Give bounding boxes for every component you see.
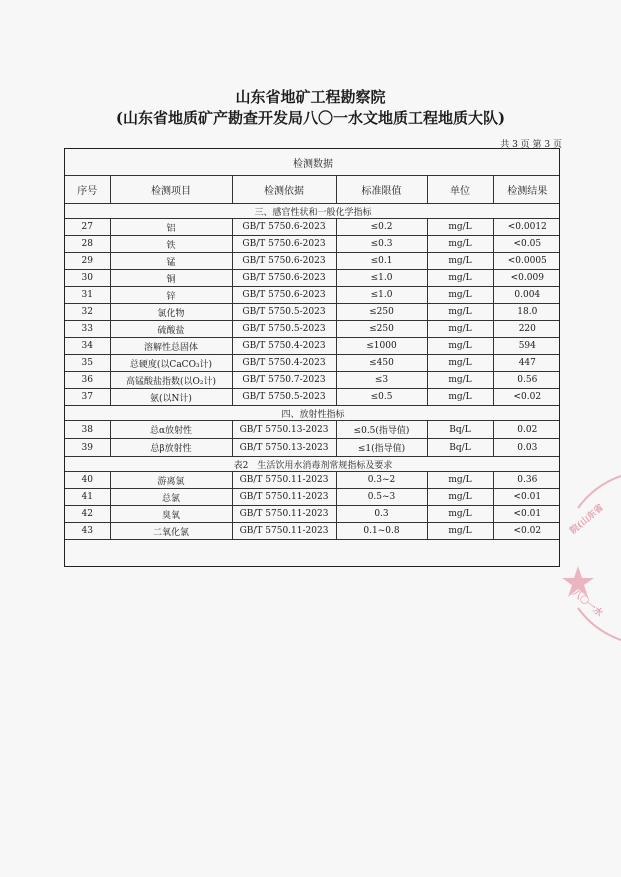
test-result: 594: [493, 338, 560, 355]
test-item: 总α放射性: [110, 421, 232, 439]
row-number: 29: [65, 253, 110, 270]
table-row: [65, 523, 560, 540]
table-row: [65, 304, 560, 321]
page-info: 共 3 页 第 3 页: [500, 140, 562, 150]
test-method: GB/T 5750.6-2023: [232, 270, 336, 287]
test-item: 臭氧: [110, 506, 232, 523]
unit: mg/L: [427, 236, 493, 253]
table-row: [65, 270, 560, 287]
test-method: GB/T 5750.4-2023: [232, 338, 336, 355]
unit: mg/L: [427, 523, 493, 540]
standard-limit: ≤250: [336, 304, 427, 321]
test-result: <0.02: [493, 523, 560, 540]
table-caption: 检测数据: [65, 149, 560, 176]
test-result: <0.01: [493, 489, 560, 506]
test-method: GB/T 5750.11-2023: [232, 489, 336, 506]
row-number: 33: [65, 321, 110, 338]
row-number: 32: [65, 304, 110, 321]
standard-limit: ≤1(指导值): [336, 439, 427, 457]
row-number: 35: [65, 355, 110, 372]
test-method: GB/T 5750.6-2023: [232, 253, 336, 270]
test-result: 0.004: [493, 287, 560, 304]
unit: mg/L: [427, 372, 493, 389]
test-method: GB/T 5750.11-2023: [232, 472, 336, 489]
standard-limit: ≤1.0: [336, 287, 427, 304]
unit: mg/L: [427, 389, 493, 406]
test-method: GB/T 5750.6-2023: [232, 236, 336, 253]
test-item: 铝: [110, 219, 232, 236]
unit: mg/L: [427, 472, 493, 489]
table-row: [65, 372, 560, 389]
table-row: [65, 489, 560, 506]
row-number: 31: [65, 287, 110, 304]
unit: mg/L: [427, 287, 493, 304]
section-title: 四、放射性指标: [65, 406, 560, 421]
test-result: 0.56: [493, 372, 560, 389]
unit: mg/L: [427, 304, 493, 321]
test-result: <0.0012: [493, 219, 560, 236]
test-item: 溶解性总固体: [110, 338, 232, 355]
table-row: [65, 439, 560, 457]
test-item: 氨(以N计): [110, 389, 232, 406]
table-row: [65, 472, 560, 489]
row-number: 28: [65, 236, 110, 253]
test-item: 二氧化氯: [110, 523, 232, 540]
standard-limit: ≤0.5: [336, 389, 427, 406]
test-item: 硫酸盐: [110, 321, 232, 338]
test-result: 0.02: [493, 421, 560, 439]
test-method: GB/T 5750.13-2023: [232, 439, 336, 457]
unit: mg/L: [427, 219, 493, 236]
column-header: 检测项目: [110, 176, 232, 204]
row-number: 30: [65, 270, 110, 287]
table-row: [65, 236, 560, 253]
data-table-frame: [64, 148, 560, 567]
test-item: 锰: [110, 253, 232, 270]
test-method: GB/T 5750.7-2023: [232, 372, 336, 389]
document-subtitle: (山东省地质矿产勘查开发局八〇一水文地质工程地质大队): [115, 109, 506, 127]
row-number: 37: [65, 389, 110, 406]
test-method: GB/T 5750.5-2023: [232, 389, 336, 406]
column-header: 检测结果: [493, 176, 560, 204]
column-header: 标准限值: [336, 176, 427, 204]
standard-limit: ≤0.1: [336, 253, 427, 270]
column-header: 序号: [65, 176, 110, 204]
test-item: 总氯: [110, 489, 232, 506]
unit: Bq/L: [427, 439, 493, 457]
row-number: 43: [65, 523, 110, 540]
table-row: [65, 506, 560, 523]
table-row: [65, 253, 560, 270]
test-method: GB/T 5750.11-2023: [232, 506, 336, 523]
section-title: 表2 生活饮用水消毒剂常规指标及要求: [65, 457, 560, 472]
test-item: 铁: [110, 236, 232, 253]
test-method: GB/T 5750.4-2023: [232, 355, 336, 372]
row-number: 39: [65, 439, 110, 457]
test-method: GB/T 5750.6-2023: [232, 219, 336, 236]
standard-limit: 0.3: [336, 506, 427, 523]
test-item: 游离氯: [110, 472, 232, 489]
standard-limit: ≤450: [336, 355, 427, 372]
unit: mg/L: [427, 489, 493, 506]
column-header: 单位: [427, 176, 493, 204]
test-item: 锌: [110, 287, 232, 304]
test-result: <0.02: [493, 389, 560, 406]
data-table: [65, 149, 560, 540]
standard-limit: ≤0.5(指导值): [336, 421, 427, 439]
row-number: 40: [65, 472, 110, 489]
test-method: GB/T 5750.13-2023: [232, 421, 336, 439]
row-number: 38: [65, 421, 110, 439]
standard-limit: ≤0.3: [336, 236, 427, 253]
section-row: [65, 457, 560, 472]
test-result: <0.01: [493, 506, 560, 523]
test-result: 0.36: [493, 472, 560, 489]
unit: mg/L: [427, 270, 493, 287]
unit: mg/L: [427, 338, 493, 355]
standard-limit: ≤3: [336, 372, 427, 389]
standard-limit: ≤1.0: [336, 270, 427, 287]
section-row: [65, 406, 560, 421]
test-result: 18.0: [493, 304, 560, 321]
test-method: GB/T 5750.6-2023: [232, 287, 336, 304]
seal-top-text: 院(山东省: [568, 502, 606, 537]
test-method: GB/T 5750.5-2023: [232, 321, 336, 338]
table-row: [65, 355, 560, 372]
test-result: 0.03: [493, 439, 560, 457]
standard-limit: 0.3~2: [336, 472, 427, 489]
test-item: 高锰酸盐指数(以O₂计): [110, 372, 232, 389]
table-row: [65, 321, 560, 338]
official-seal: [548, 468, 621, 648]
standard-limit: 0.1~0.8: [336, 523, 427, 540]
section-row: [65, 204, 560, 219]
test-result: 447: [493, 355, 560, 372]
test-method: GB/T 5750.5-2023: [232, 304, 336, 321]
test-result: <0.05: [493, 236, 560, 253]
table-row: [65, 389, 560, 406]
test-item: 总β放射性: [110, 439, 232, 457]
document-title: 山东省地矿工程勘察院: [235, 88, 386, 106]
unit: mg/L: [427, 506, 493, 523]
table-row: [65, 219, 560, 236]
test-result: <0.0005: [493, 253, 560, 270]
unit: mg/L: [427, 355, 493, 372]
column-header: 检测依据: [232, 176, 336, 204]
standard-limit: ≤250: [336, 321, 427, 338]
section-title: 三、感官性状和一般化学指标: [65, 204, 560, 219]
table-row: [65, 287, 560, 304]
test-result: 220: [493, 321, 560, 338]
table-row: [65, 421, 560, 439]
row-number: 42: [65, 506, 110, 523]
test-item: 氯化物: [110, 304, 232, 321]
unit: mg/L: [427, 253, 493, 270]
standard-limit: 0.5~3: [336, 489, 427, 506]
test-item: 铜: [110, 270, 232, 287]
seal-bottom-text: 八〇一水: [570, 588, 605, 620]
unit: mg/L: [427, 321, 493, 338]
row-number: 36: [65, 372, 110, 389]
table-row: [65, 338, 560, 355]
row-number: 34: [65, 338, 110, 355]
unit: Bq/L: [427, 421, 493, 439]
test-result: <0.009: [493, 270, 560, 287]
row-number: 27: [65, 219, 110, 236]
standard-limit: ≤1000: [336, 338, 427, 355]
standard-limit: ≤0.2: [336, 219, 427, 236]
test-item: 总硬度(以CaCO₃计): [110, 355, 232, 372]
row-number: 41: [65, 489, 110, 506]
test-method: GB/T 5750.11-2023: [232, 523, 336, 540]
